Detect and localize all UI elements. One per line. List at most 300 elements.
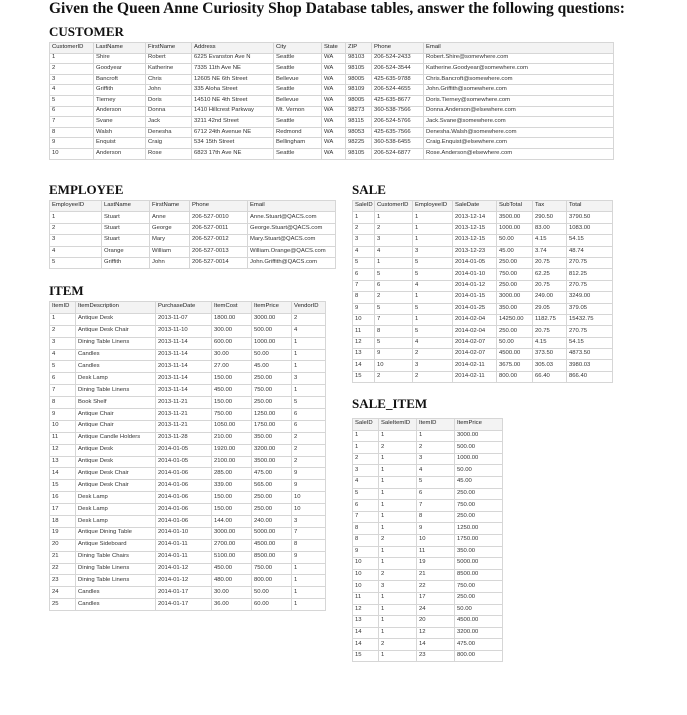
table-cell: 8	[353, 534, 379, 546]
table-cell: 2014-01-05	[156, 444, 212, 456]
table-cell: 206-524-2433	[372, 53, 424, 64]
table-row	[50, 337, 326, 349]
table-cell: 8	[50, 127, 94, 138]
table-cell: 1	[50, 53, 94, 64]
table-row	[50, 325, 326, 337]
table-cell: 2100.00	[212, 456, 252, 468]
table-cell: 1	[379, 430, 417, 442]
table-cell: 1	[379, 616, 417, 628]
table-cell: Rose	[146, 148, 192, 159]
table-cell: Antique Desk	[76, 444, 156, 456]
table-row	[353, 534, 503, 546]
table-cell: WA	[322, 74, 346, 85]
table-cell: 7	[50, 117, 94, 128]
table-cell: WA	[322, 138, 346, 149]
table-cell: 5	[413, 303, 453, 314]
table-cell: 3200.00	[455, 627, 503, 639]
table-cell: 9	[417, 523, 455, 535]
table-cell: 1	[292, 599, 326, 611]
table-row	[50, 480, 326, 492]
table-cell: Denesha	[146, 127, 192, 138]
table-cell: 15	[353, 650, 379, 662]
table-cell: 2013-11-14	[156, 349, 212, 361]
table-cell: 7	[353, 511, 379, 523]
table-row	[353, 523, 503, 535]
table-row	[50, 212, 336, 223]
table-cell: 9	[353, 303, 375, 314]
table-cell: 4873.50	[567, 349, 613, 360]
table-cell: 6	[50, 106, 94, 117]
table-cell: 3000.00	[212, 527, 252, 539]
table-row	[50, 106, 614, 117]
table-cell: Candles	[76, 361, 156, 373]
table-row	[50, 456, 326, 468]
table-cell: 3	[379, 581, 417, 593]
column-header: SaleDate	[453, 201, 497, 212]
table-cell: 150.00	[212, 504, 252, 516]
table-cell: Mary	[150, 235, 190, 246]
table-cell: 3980.03	[567, 360, 613, 371]
table-cell: 11	[417, 546, 455, 558]
table-cell: Redmond	[274, 127, 322, 138]
table-cell: 16	[50, 492, 76, 504]
table-cell: Chris	[146, 74, 192, 85]
table-row	[50, 432, 326, 444]
table-row	[50, 385, 326, 397]
table-cell: 1800.00	[212, 313, 252, 325]
table-cell: 3675.00	[497, 360, 533, 371]
table-cell: 5	[413, 257, 453, 268]
table-cell: 5	[292, 397, 326, 409]
table-cell: 2014-01-06	[156, 492, 212, 504]
table-cell: 2	[379, 534, 417, 546]
table-cell: 206-524-5766	[372, 117, 424, 128]
table-cell: 5	[50, 257, 102, 268]
table-cell: 2014-02-11	[453, 371, 497, 382]
table-cell: 12	[353, 337, 375, 348]
table-cell: 7	[417, 500, 455, 512]
table-cell: 2014-01-17	[156, 587, 212, 599]
table-cell: 9	[375, 349, 413, 360]
table-cell: 13	[353, 349, 375, 360]
table-cell: 7	[50, 385, 76, 397]
table-cell: 5000.00	[455, 558, 503, 570]
table-row	[353, 627, 503, 639]
table-cell: 2013-12-23	[453, 246, 497, 257]
item-title: ITEM	[49, 283, 84, 298]
table-cell: 13	[353, 616, 379, 628]
table-cell: Anne.Stuart@QACS.com	[248, 212, 336, 223]
employee-header-row	[50, 201, 336, 212]
table-cell: Desk Lamp	[76, 504, 156, 516]
table-cell: 12	[417, 627, 455, 639]
table-cell: 1083.00	[567, 223, 613, 234]
table-cell: 750.00	[252, 563, 292, 575]
table-cell: 565.00	[252, 480, 292, 492]
table-row	[353, 476, 503, 488]
table-cell: 2014-01-06	[156, 468, 212, 480]
table-cell: 800.00	[497, 371, 533, 382]
table-cell: 750.00	[497, 269, 533, 280]
table-cell: Antique Desk	[76, 313, 156, 325]
table-cell: 2	[353, 223, 375, 234]
table-cell: 3	[292, 373, 326, 385]
column-header: SaleID	[353, 419, 379, 431]
column-header: Phone	[190, 201, 248, 212]
table-cell: 4	[375, 246, 413, 257]
table-cell: 1	[375, 257, 413, 268]
table-row	[50, 349, 326, 361]
table-cell: 17	[417, 592, 455, 604]
table-cell: 500.00	[455, 442, 503, 454]
column-header: ItemID	[50, 302, 76, 314]
table-cell: George.Stuart@QACS.com	[248, 223, 336, 234]
table-cell: 2014-01-05	[453, 257, 497, 268]
table-cell: 98115	[346, 117, 372, 128]
table-cell: 425-635-8677	[372, 95, 424, 106]
table-row	[50, 64, 614, 75]
table-cell: 9	[292, 551, 326, 563]
table-cell: Antique Chair	[76, 420, 156, 432]
table-cell: 83.00	[533, 223, 567, 234]
table-cell: Donna.Anderson@elsewhere.com	[424, 106, 614, 117]
table-cell: 335 Aloha Street	[192, 85, 274, 96]
table-cell: 350.00	[497, 303, 533, 314]
table-cell: 5000.00	[252, 527, 292, 539]
table-cell: John	[150, 257, 190, 268]
table-cell: 1	[413, 235, 453, 246]
item-table	[49, 301, 326, 611]
table-cell: Seattle	[274, 85, 322, 96]
table-cell: John	[146, 85, 192, 96]
table-cell: 2013-11-14	[156, 373, 212, 385]
table-cell: 1	[379, 488, 417, 500]
table-cell: 17	[50, 504, 76, 516]
table-cell: WA	[322, 127, 346, 138]
table-cell: Craig.Enquist@elsewhere.com	[424, 138, 614, 149]
table-cell: 3	[353, 465, 379, 477]
table-cell: 2014-02-04	[453, 326, 497, 337]
table-cell: 2013-12-15	[453, 223, 497, 234]
table-cell: 23	[50, 575, 76, 587]
table-cell: 4.15	[533, 235, 567, 246]
table-cell: 1182.75	[533, 314, 567, 325]
column-header: ItemPrice	[455, 419, 503, 431]
table-cell: 13	[50, 456, 76, 468]
table-cell: Dining Table Linens	[76, 385, 156, 397]
table-cell: 15432.75	[567, 314, 613, 325]
table-cell: Anderson	[94, 106, 146, 117]
table-cell: 2014-01-06	[156, 504, 212, 516]
table-cell: Craig	[146, 138, 192, 149]
table-cell: 475.00	[252, 468, 292, 480]
table-cell: 14250.00	[497, 314, 533, 325]
table-cell: 250.00	[252, 373, 292, 385]
table-cell: 4	[50, 246, 102, 257]
table-cell: Antique Desk Chair	[76, 468, 156, 480]
table-cell: 98225	[346, 138, 372, 149]
table-cell: 98273	[346, 106, 372, 117]
table-cell: 373.50	[533, 349, 567, 360]
column-header: Address	[192, 43, 274, 54]
column-header: VendorID	[292, 302, 326, 314]
table-cell: 339.00	[212, 480, 252, 492]
table-cell: 10	[50, 148, 94, 159]
table-cell: 1	[292, 349, 326, 361]
table-cell: 1250.00	[455, 523, 503, 535]
table-cell: WA	[322, 53, 346, 64]
table-cell: Desk Lamp	[76, 492, 156, 504]
table-cell: 250.00	[252, 504, 292, 516]
table-row	[353, 246, 613, 257]
table-cell: Antique Desk	[76, 456, 156, 468]
table-cell: 12	[353, 604, 379, 616]
table-cell: 1	[379, 592, 417, 604]
table-row	[353, 616, 503, 628]
table-row	[353, 269, 613, 280]
table-cell: William.Orange@QACS.com	[248, 246, 336, 257]
table-cell: 2	[417, 442, 455, 454]
table-cell: Bellevue	[274, 74, 322, 85]
table-cell: 50.00	[252, 587, 292, 599]
table-cell: 11	[353, 592, 379, 604]
table-cell: 2013-11-21	[156, 409, 212, 421]
table-row	[353, 581, 503, 593]
table-cell: Antique Chair	[76, 409, 156, 421]
table-row	[50, 313, 326, 325]
table-cell: 270.75	[567, 326, 613, 337]
table-cell: 2	[375, 223, 413, 234]
table-cell: 1	[50, 313, 76, 325]
table-cell: 285.00	[212, 468, 252, 480]
table-cell: Stuart	[102, 235, 150, 246]
table-cell: 2014-01-11	[156, 551, 212, 563]
table-cell: 14	[417, 639, 455, 651]
table-cell: 1	[413, 212, 453, 223]
table-cell: 2	[353, 453, 379, 465]
customer-header-row	[50, 43, 614, 54]
table-cell: 3	[413, 360, 453, 371]
table-cell: 379.05	[567, 303, 613, 314]
table-cell: 450.00	[212, 385, 252, 397]
table-cell: 8	[353, 292, 375, 303]
table-row	[353, 292, 613, 303]
table-cell: 5	[413, 269, 453, 280]
table-cell: 249.00	[533, 292, 567, 303]
column-header: Phone	[372, 43, 424, 54]
table-cell: 2013-11-10	[156, 325, 212, 337]
table-row	[353, 212, 613, 223]
column-header: ItemCost	[212, 302, 252, 314]
column-header: LastName	[94, 43, 146, 54]
table-cell: WA	[322, 64, 346, 75]
table-row	[50, 516, 326, 528]
table-cell: 425-635-9788	[372, 74, 424, 85]
table-cell: Walsh	[94, 127, 146, 138]
sale-item-table	[352, 418, 503, 662]
table-cell: 10	[353, 581, 379, 593]
table-cell: 1920.00	[212, 444, 252, 456]
table-cell: 4	[353, 476, 379, 488]
table-cell: 4500.00	[497, 349, 533, 360]
table-cell: Seattle	[274, 64, 322, 75]
column-header: CustomerID	[50, 43, 94, 54]
table-cell: 98103	[346, 53, 372, 64]
table-cell: 350.00	[455, 546, 503, 558]
table-cell: Donna	[146, 106, 192, 117]
table-cell: 9	[353, 546, 379, 558]
table-cell: 60.00	[252, 599, 292, 611]
table-cell: 4	[50, 85, 94, 96]
table-cell: 9	[292, 468, 326, 480]
table-cell: 206-524-3544	[372, 64, 424, 75]
table-cell: 206-524-6877	[372, 148, 424, 159]
table-cell: Seattle	[274, 53, 322, 64]
table-cell: 210.00	[212, 432, 252, 444]
table-cell: 45.00	[497, 246, 533, 257]
table-cell: Bellingham	[274, 138, 322, 149]
table-cell: Robert.Shire@somewhere.com	[424, 53, 614, 64]
table-cell: Doris	[146, 95, 192, 106]
table-cell: 4	[292, 325, 326, 337]
table-cell: 5	[50, 95, 94, 106]
table-row	[353, 280, 613, 291]
table-row	[50, 563, 326, 575]
table-cell: 14	[353, 639, 379, 651]
table-row	[353, 511, 503, 523]
table-cell: 4	[50, 349, 76, 361]
table-cell: 1	[292, 385, 326, 397]
table-cell: Antique Dining Table	[76, 527, 156, 539]
table-cell: 2	[379, 639, 417, 651]
table-cell: George	[150, 223, 190, 234]
table-cell: 3211 42nd Street	[192, 117, 274, 128]
table-cell: 812.25	[567, 269, 613, 280]
table-cell: 10	[353, 569, 379, 581]
table-cell: 750.00	[212, 409, 252, 421]
table-cell: 2	[375, 292, 413, 303]
table-cell: 7	[353, 280, 375, 291]
table-cell: 2	[413, 371, 453, 382]
table-cell: 50.00	[497, 235, 533, 246]
table-cell: 10	[375, 360, 413, 371]
table-row	[353, 592, 503, 604]
table-cell: Stuart	[102, 223, 150, 234]
table-cell: 98005	[346, 95, 372, 106]
table-cell: 6823 17th Ave NE	[192, 148, 274, 159]
column-header: Tax	[533, 201, 567, 212]
table-row	[50, 95, 614, 106]
table-cell: 98109	[346, 85, 372, 96]
table-row	[50, 373, 326, 385]
table-row	[50, 587, 326, 599]
table-row	[50, 539, 326, 551]
table-cell: 27.00	[212, 361, 252, 373]
table-row	[353, 650, 503, 662]
table-cell: 750.00	[252, 385, 292, 397]
column-header: FirstName	[146, 43, 192, 54]
table-cell: 6	[292, 409, 326, 421]
table-cell: 14	[50, 468, 76, 480]
table-cell: 4	[353, 246, 375, 257]
table-cell: 150.00	[212, 397, 252, 409]
table-cell: 19	[417, 558, 455, 570]
column-header: SaleItemID	[379, 419, 417, 431]
table-cell: 5	[375, 269, 413, 280]
table-row	[353, 326, 613, 337]
table-cell: 30.00	[212, 587, 252, 599]
table-row	[353, 442, 503, 454]
table-row	[353, 337, 613, 348]
table-cell: 2014-02-11	[453, 360, 497, 371]
table-cell: 5	[375, 337, 413, 348]
table-cell: 11	[353, 326, 375, 337]
table-cell: Goodyear	[94, 64, 146, 75]
table-row	[50, 397, 326, 409]
table-cell: 2	[379, 442, 417, 454]
table-cell: 4	[417, 465, 455, 477]
table-row	[50, 551, 326, 563]
table-cell: 50.00	[252, 349, 292, 361]
table-cell: 3	[50, 337, 76, 349]
table-cell: Dining Table Linens	[76, 337, 156, 349]
column-header: SaleID	[353, 201, 375, 212]
customer-title: CUSTOMER	[49, 24, 124, 39]
table-cell: 6	[375, 280, 413, 291]
table-cell: 45.00	[252, 361, 292, 373]
table-cell: Desk Lamp	[76, 516, 156, 528]
table-cell: 800.00	[252, 575, 292, 587]
table-cell: 2013-11-07	[156, 313, 212, 325]
table-cell: 1	[292, 361, 326, 373]
table-cell: WA	[322, 85, 346, 96]
table-cell: 3000.00	[455, 430, 503, 442]
table-cell: 1	[292, 587, 326, 599]
item-header-row	[50, 302, 326, 314]
table-cell: 2	[50, 325, 76, 337]
table-row	[50, 127, 614, 138]
table-cell: Antique Desk Chair	[76, 325, 156, 337]
table-cell: 866.40	[567, 371, 613, 382]
table-cell: 54.15	[567, 235, 613, 246]
table-cell: Mt. Vernon	[274, 106, 322, 117]
table-row	[50, 85, 614, 96]
table-cell: 2	[292, 432, 326, 444]
table-cell: 1750.00	[455, 534, 503, 546]
table-cell: 250.00	[455, 511, 503, 523]
table-row	[50, 53, 614, 64]
table-cell: 11	[50, 432, 76, 444]
table-cell: 1410 Hillcrest Parkway	[192, 106, 274, 117]
employee-title: EMPLOYEE	[49, 182, 124, 197]
table-cell: 3	[50, 235, 102, 246]
table-cell: 1050.00	[212, 420, 252, 432]
table-cell: 10	[417, 534, 455, 546]
table-cell: 206-527-0010	[190, 212, 248, 223]
table-cell: 2	[50, 223, 102, 234]
table-cell: 1000.00	[455, 453, 503, 465]
column-header: ItemID	[417, 419, 455, 431]
table-cell: 250.00	[497, 280, 533, 291]
table-cell: 20	[417, 616, 455, 628]
table-cell: Katherine.Goodyear@somewhere.com	[424, 64, 614, 75]
table-cell: 1750.00	[252, 420, 292, 432]
table-row	[353, 639, 503, 651]
sale-item-header-row	[353, 419, 503, 431]
table-cell: 534 15th Street	[192, 138, 274, 149]
table-row	[50, 444, 326, 456]
table-cell: 24	[417, 604, 455, 616]
